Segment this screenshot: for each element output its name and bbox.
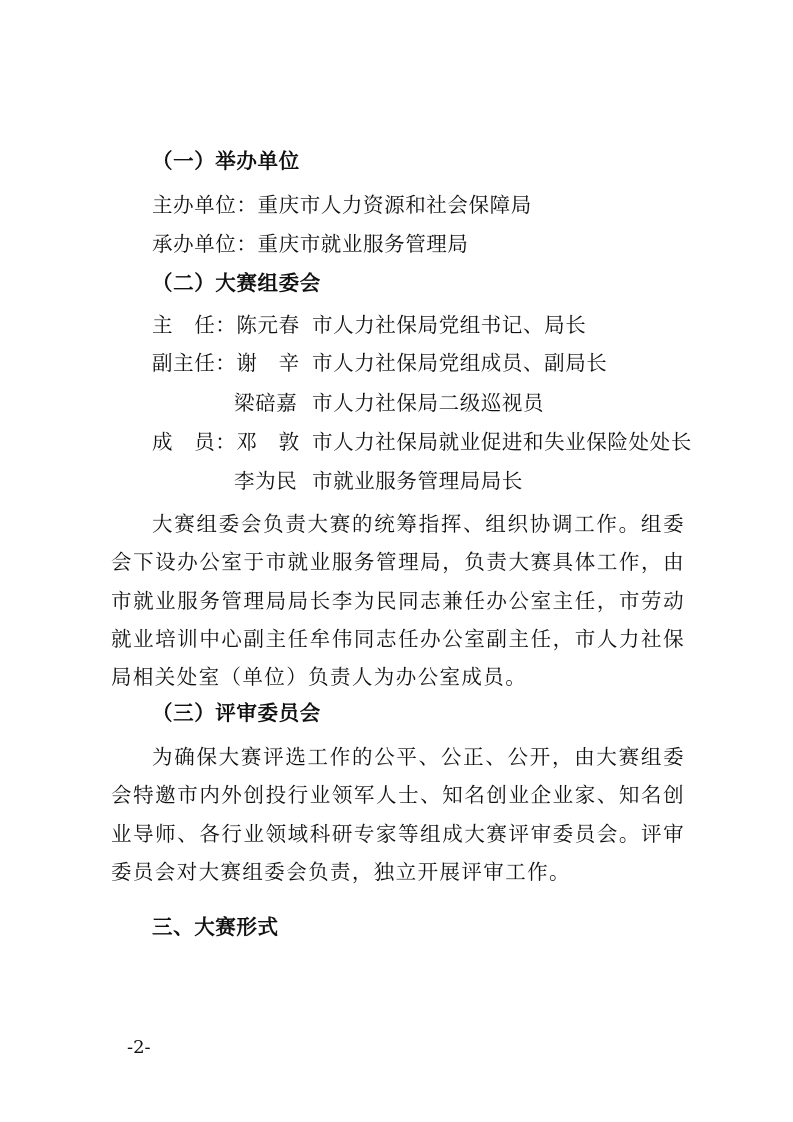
deputy-1-title: 市人力社保局党组成员、副局长 (312, 351, 608, 375)
undertaker-value: 重庆市就业服务管理局 (257, 232, 469, 256)
undertaker-label: 承办单位： (152, 232, 258, 256)
host-line (152, 191, 532, 219)
member-2-name: 李为民 (234, 469, 298, 493)
host-label: 主办单位： (152, 193, 258, 217)
deputy-2-title: 市人力社保局二级巡视员 (312, 391, 545, 415)
member-1-name: 邓 敦 (236, 430, 300, 454)
member-1-title: 市人力社保局就业促进和失业保险处处长 (312, 430, 692, 454)
host-value: 重庆市人力资源和社会保障局 (257, 193, 532, 217)
committee-paragraph: 大赛组委会负责大赛的统筹指挥、组织协调工作。组委会下设办公室于市就业服务管理局，负责大赛具体工作，由市就业服务管理局局长李为民同志兼任办公室主任，市劳动就业培训中心副主任牟伟同志任办公室副主任，市人力社保局相关处室（单位）负责人为办公室成员。 (111, 512, 685, 690)
deputy-2-name: 梁碚嘉 (234, 391, 298, 415)
deputy-1-name: 谢 辛 (236, 351, 300, 375)
director-label: 主 任： (152, 313, 237, 337)
section-heading-committee: （二）大赛组委会 (152, 271, 321, 295)
section-heading-jury: （三）评审委员会 (152, 701, 321, 725)
member-2-title: 市就业服务管理局局长 (312, 469, 523, 493)
director-title: 市人力社保局党组书记、局长 (312, 313, 587, 337)
undertaker-line (152, 230, 469, 258)
director-name: 陈元春 (236, 313, 300, 337)
member-label: 成 员： (152, 430, 237, 454)
section-heading-format: 三、大赛形式 (152, 915, 279, 939)
section-heading-organizers: （一）举办单位 (152, 149, 300, 173)
member-line (152, 428, 300, 456)
deputy-label: 副主任： (152, 351, 237, 375)
deputy-line (152, 349, 300, 377)
page-number: -2- (127, 1037, 151, 1058)
director-line (152, 311, 300, 339)
jury-paragraph: 为确保大赛评选工作的公平、公正、公开，由大赛组委会特邀市内外创投行业领军人士、知名创业企业家、知名创业导师、各行业领域科研专家等组成大赛评审委员会。评审委员会对大赛组委会负责，独立开展评审工作。 (111, 745, 685, 884)
